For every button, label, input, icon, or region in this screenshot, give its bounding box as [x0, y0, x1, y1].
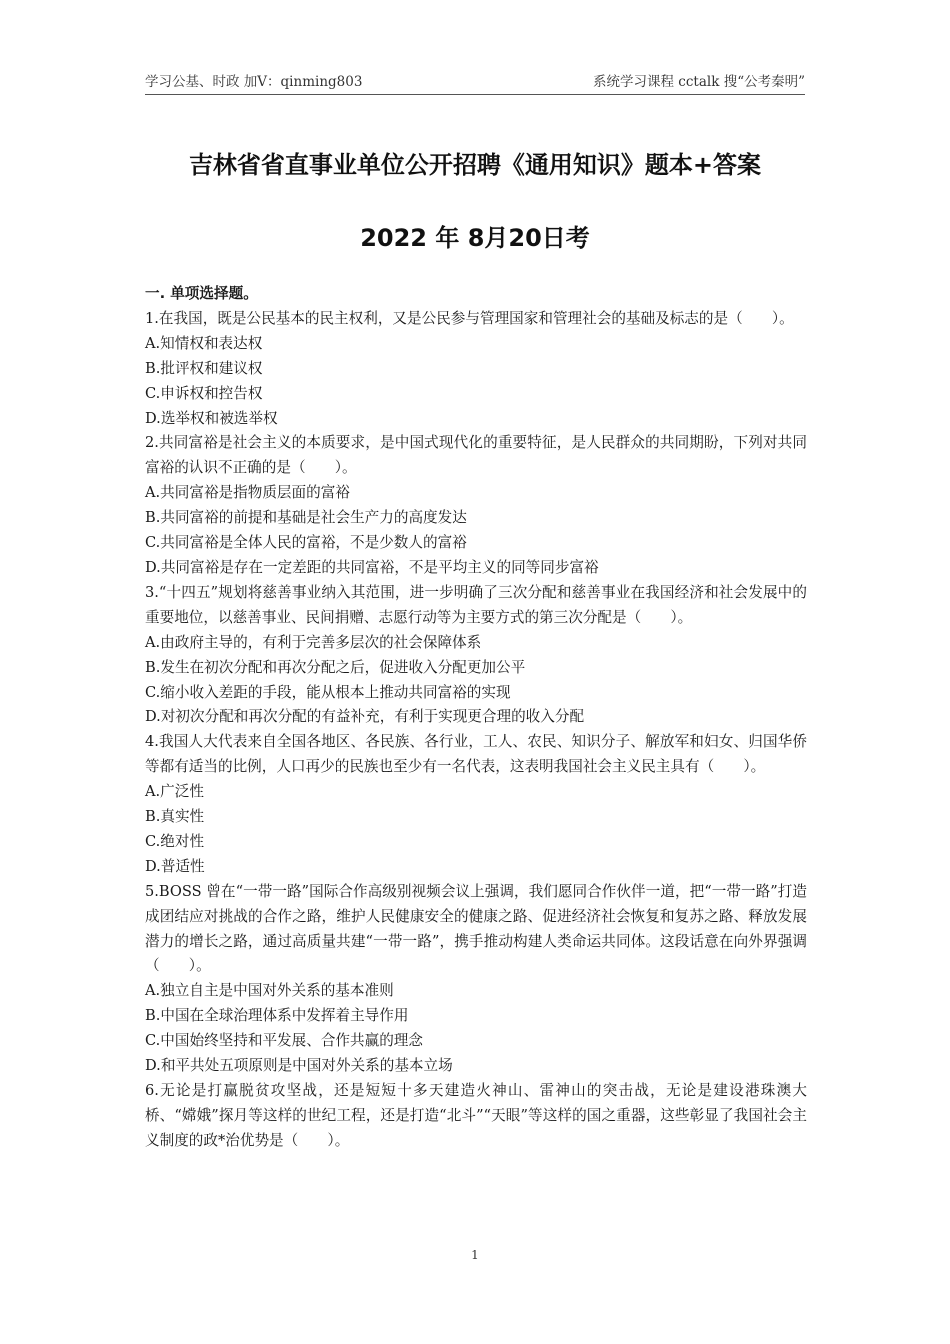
option-a: A.广泛性	[145, 783, 204, 801]
option-b: B.共同富裕的前提和基础是社会生产力的高度发达	[145, 509, 467, 527]
question-stem: 1.在我国，既是公民基本的民主权利，又是公民参与管理国家和管理社会的基础及标志的是（ ）。	[145, 309, 794, 327]
section-heading: 一. 单项选择题。	[145, 285, 258, 302]
option-b: B.中国在全球治理体系中发挥着主导作用	[145, 1007, 409, 1025]
question-stem: 5.BOSS 曾在“一带一路”国际合作高级别视频会议上强调，我们愿同合作伙伴一道，把“一带一路”打造成团结应对挑战的合作之路，维护人民健康安全的健康之路、促进经济社会恢复和复苏之路、释放发展潜力的增长之路，通过高质量共建“一带一路”，携手推动构建人类命运共同体。这段话意在向外界强调（ ）。	[145, 882, 807, 975]
option-c: C.缩小收入差距的手段，能从根本上推动共同富裕的实现	[145, 683, 511, 701]
question-stem: 6.无论是打赢脱贫攻坚战，还是短短十多天建造火神山、雷神山的突击战，无论是建设港珠澳大桥、“嫦娥”探月等这样的世纪工程，还是打造“北斗”“天眼”等这样的国之重器，这些彰显了我国社会主义制度的政*治优势是（ ）。	[145, 1082, 807, 1149]
header-right-text: 系统学习课程 cctalk 搜“公考秦明”	[593, 74, 805, 90]
document-body	[145, 282, 807, 1154]
question-6	[145, 1079, 807, 1154]
option-c: C.共同富裕是全体人民的富裕，不是少数人的富裕	[145, 534, 467, 552]
question-3	[145, 581, 807, 730]
option-d: D.选举权和被选举权	[145, 409, 278, 427]
option-a: A.由政府主导的，有利于完善多层次的社会保障体系	[145, 633, 482, 651]
question-2	[145, 431, 807, 580]
option-a: A.独立自主是中国对外关系的基本准则	[145, 982, 394, 1000]
question-stem: 4.我国人大代表来自全国各地区、各民族、各行业，工人、农民、知识分子、解放军和妇女、归国华侨等都有适当的比例，人口再少的民族也至少有一名代表，这表明我国社会主义民主具有（ ）。	[145, 733, 807, 776]
option-c: C.申诉权和控告权	[145, 384, 263, 402]
option-d: D.和平共处五项原则是中国对外关系的基本立场	[145, 1057, 453, 1075]
page-number: 1	[471, 1248, 479, 1262]
question-1	[145, 307, 807, 432]
header-left-text: 学习公基、时政 加V：qinming803	[145, 74, 363, 90]
option-b: B.发生在初次分配和再次分配之后，促进收入分配更加公平	[145, 658, 526, 676]
exam-date-title: 2022 年 8月20日考	[360, 224, 590, 252]
page-header	[145, 66, 805, 95]
option-a: A.知情权和表达权	[145, 334, 263, 352]
question-5	[145, 880, 807, 1079]
question-4	[145, 730, 807, 879]
question-stem: 2.共同富裕是社会主义的本质要求，是中国式现代化的重要特征，是人民群众的共同期盼，下列对共同富裕的认识不正确的是（ ）。	[145, 434, 807, 477]
option-c: C.中国始终坚持和平发展、合作共赢的理念	[145, 1032, 423, 1050]
option-c: C.绝对性	[145, 832, 205, 850]
option-b: B.批评权和建议权	[145, 359, 263, 377]
option-d: D.对初次分配和再次分配的有益补充，有利于实现更合理的收入分配	[145, 708, 585, 726]
option-a: A.共同富裕是指物质层面的富裕	[145, 484, 350, 502]
option-b: B.真实性	[145, 808, 205, 826]
option-d: D.普适性	[145, 857, 205, 875]
document-title: 吉林省省直事业单位公开招聘《通用知识》题本+答案	[188, 151, 762, 179]
question-stem: 3.“十四五”规划将慈善事业纳入其范围，进一步明确了三次分配和慈善事业在我国经济和社会发展中的重要地位，以慈善事业、民间捐赠、志愿行动等为主要方式的第三次分配是（ ）。	[145, 583, 807, 626]
option-d: D.共同富裕是存在一定差距的共同富裕，不是平均主义的同等同步富裕	[145, 558, 599, 576]
